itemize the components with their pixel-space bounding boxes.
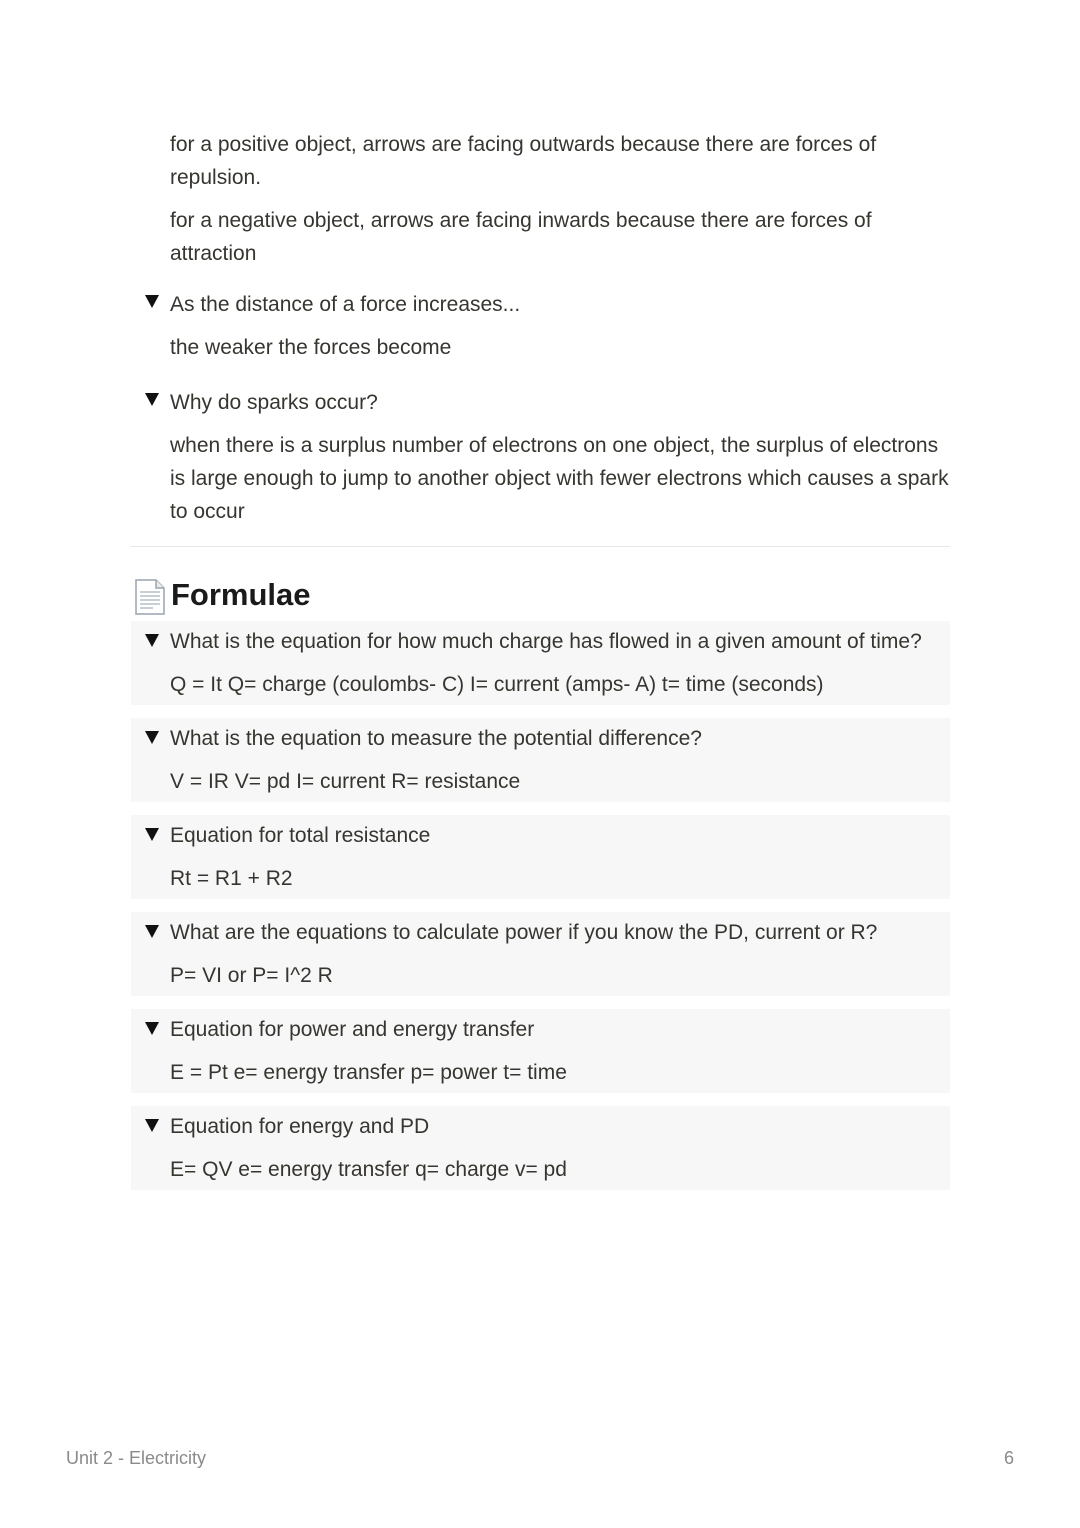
formula-toggle-power [131,912,950,996]
heading-text: Formulae [171,577,311,612]
toggle-answer: E = Pt e= energy transfer p= power t= time [170,1061,567,1084]
toggle-header[interactable] [131,912,950,954]
caret-down-icon[interactable] [145,634,159,647]
toggle-header[interactable] [131,282,950,326]
formula-toggle-energy-pd [131,1106,950,1190]
paragraph-positive-object: for a positive object, arrows are facing outwards because there are forces of repulsion. [170,133,877,189]
toggle-question: What is the equation to measure the potential difference? [170,727,702,750]
toggle-question: As the distance of a force increases... [170,293,521,316]
toggle-question: Equation for power and energy transfer [170,1018,535,1041]
formula-toggle-total-resistance [131,815,950,899]
footer-page-number: 6 [1004,1448,1015,1468]
caret-down-icon[interactable] [145,393,159,406]
toggle-header[interactable] [131,1106,950,1148]
toggle-header[interactable] [131,815,950,857]
caret-down-icon[interactable] [145,295,159,308]
toggle-question: What are the equations to calculate power if you know the PD, current or R? [170,921,878,944]
page-content [131,128,950,1190]
toggle-header[interactable] [131,380,950,424]
formulae-heading [131,573,950,617]
caret-down-icon[interactable] [145,731,159,744]
toggle-answer: Q = It Q= charge (coulombs- C) I= current (amps- A) t= time (seconds) [170,673,824,696]
toggle-answer: P= VI or P= I^2 R [170,964,333,987]
section-divider [131,546,950,547]
toggle-question: What is the equation for how much charge has flowed in a given amount of time? [170,630,922,653]
caret-down-icon[interactable] [145,828,159,841]
formula-toggle-charge [131,621,950,705]
toggle-answer: the weaker the forces become [170,336,452,359]
document-icon [135,579,165,615]
toggle-answer: E= QV e= energy transfer q= charge v= pd [170,1158,567,1181]
toggle-sparks [131,380,950,532]
toggle-header[interactable] [131,621,950,663]
paragraph-negative-object: for a negative object, arrows are facing inwards because there are forces of attraction [170,209,872,265]
toggle-answer: V = IR V= pd I= current R= resistance [170,770,521,793]
toggle-header[interactable] [131,718,950,760]
toggle-header[interactable] [131,1009,950,1051]
toggle-answer: Rt = R1 + R2 [170,867,293,890]
toggle-question: Why do sparks occur? [170,391,378,414]
footer-document-title: Unit 2 - Electricity [66,1448,207,1468]
toggle-answer: when there is a surplus number of electrons on one object, the surplus of electrons is large enough to jump to another object with fewer electrons which causes a spark to occur [170,434,949,523]
caret-down-icon[interactable] [145,1022,159,1035]
toggle-question: Equation for total resistance [170,824,431,847]
caret-down-icon[interactable] [145,1119,159,1132]
formula-toggle-potential-difference [131,718,950,802]
toggle-distance [131,282,950,368]
formula-toggle-power-energy [131,1009,950,1093]
caret-down-icon[interactable] [145,925,159,938]
toggle-question: Equation for energy and PD [170,1115,430,1138]
